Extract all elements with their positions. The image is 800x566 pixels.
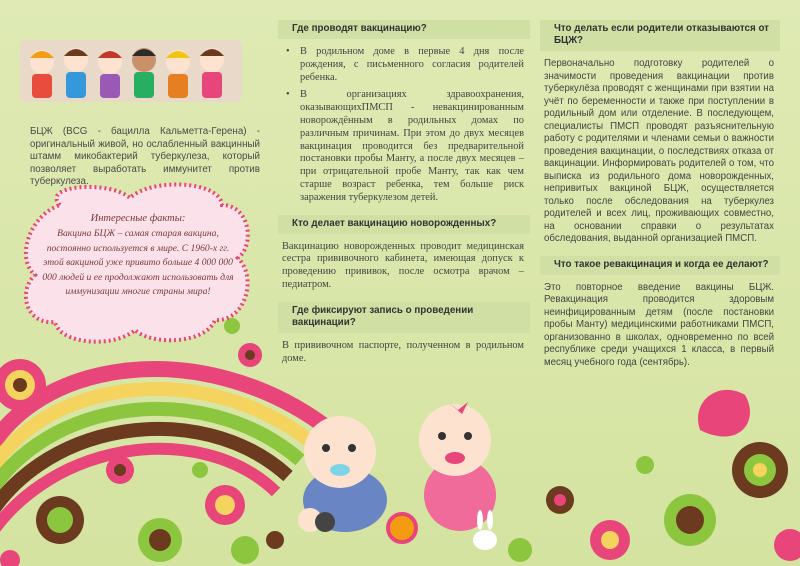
interesting-facts-title: Интересные факты: bbox=[90, 213, 186, 224]
flower-icon bbox=[508, 390, 800, 562]
right-column bbox=[540, 20, 780, 379]
bcg-intro-text: БЦЖ (BCG - бацилла Кальметта-Герена) - оригинальный живой, но ослабленный вакцинный штамм микобактерий туберкулеза, который позволяет выработать иммунитет против туберкулеза. bbox=[30, 126, 260, 187]
interesting-facts bbox=[40, 212, 236, 299]
ball-icon bbox=[388, 514, 416, 542]
refuse-text: Первоначально подготовку родителей о значимости проведения вакцинации против туберкулёза проводят с женщинами при взятии на учёт по беременности и также при поступлении в родильный дом или отделение. В последующем, специалисты ПМСП проводят разъяснительную работу с родителями и членами семьи о важности проведения вакцинации, о последствиях отказа от вакцинации. Информировать родителей о том, что выписка из родильного дома новорожденных, непривитых вакциной БЦЖ, осуществляется только после обследования на туберкулез родителей и всех лиц, проживающих совместно, на основании справки о результатах обследования, выданной организацией ПМСП. bbox=[544, 58, 774, 244]
record-heading: Где фиксируют запись о проведении вакцинации? bbox=[278, 302, 530, 333]
who-text: Вакцинацию новорожденных проводит медицинская сестра прививочного кабинета, имеющая допуск к проведению прививок, после осмотра врачом – педиатром. bbox=[282, 240, 524, 290]
where-section bbox=[278, 20, 530, 205]
children-group-icon bbox=[20, 40, 242, 102]
revacc-heading: Что такое ревакцинация и когда ее делают? bbox=[540, 256, 780, 275]
record-section bbox=[278, 302, 530, 366]
baby-girl-icon bbox=[419, 402, 496, 531]
refuse-section bbox=[540, 20, 780, 246]
who-section bbox=[278, 215, 530, 292]
interesting-facts-text: Вакцина БЦЖ – самая старая вакцина, постоянно используется в мире. С 1960-х гг. этой вакциной уже привито больше 4 000 000 000 людей и ее продолжают использовать для иммунизации многие страны мира! bbox=[42, 228, 234, 298]
list-item: • В родильном доме в первые 4 дня после рождения, с письменного согласия родителей ребенка. bbox=[282, 46, 524, 84]
record-text: В прививочном паспорте, полученном в родильном доме. bbox=[282, 339, 524, 364]
who-heading: Кто делает вакцинацию новорожденных? bbox=[278, 215, 530, 234]
children-banner bbox=[20, 40, 242, 102]
where-list bbox=[278, 46, 530, 205]
middle-column bbox=[278, 20, 530, 375]
baby-boy-icon bbox=[298, 416, 387, 532]
revacc-text: Это повторное введение вакцины БЦЖ. Ревакцинация проводится здоровым неинфицированным детям (после постановки пробы Манту) медицинскими работниками ПМСП, организованно в школах, одновременно по всей республике среди учащихся 1 класса, в первый месяц учебного года (сентябрь). bbox=[544, 281, 774, 368]
revacc-section bbox=[540, 256, 780, 370]
refuse-heading: Что делать если родители отказываются от БЦЖ? bbox=[540, 20, 780, 51]
left-column bbox=[0, 0, 262, 566]
where-heading: Где проводят вакцинацию? bbox=[278, 20, 530, 39]
list-item: • В организациях здравоохранения, оказывающихПМСП - невакцинированным новорождённым в родильных домах по различным причинам. При этом до двух месяцев вакцинация проводится без предварительной постановки пробы Манту, а после двух месяцев – при отрицательной пробе Манту, так как чем старше возраст ребенка, тем больше риск заражения туберкулезом детей. bbox=[282, 89, 524, 204]
